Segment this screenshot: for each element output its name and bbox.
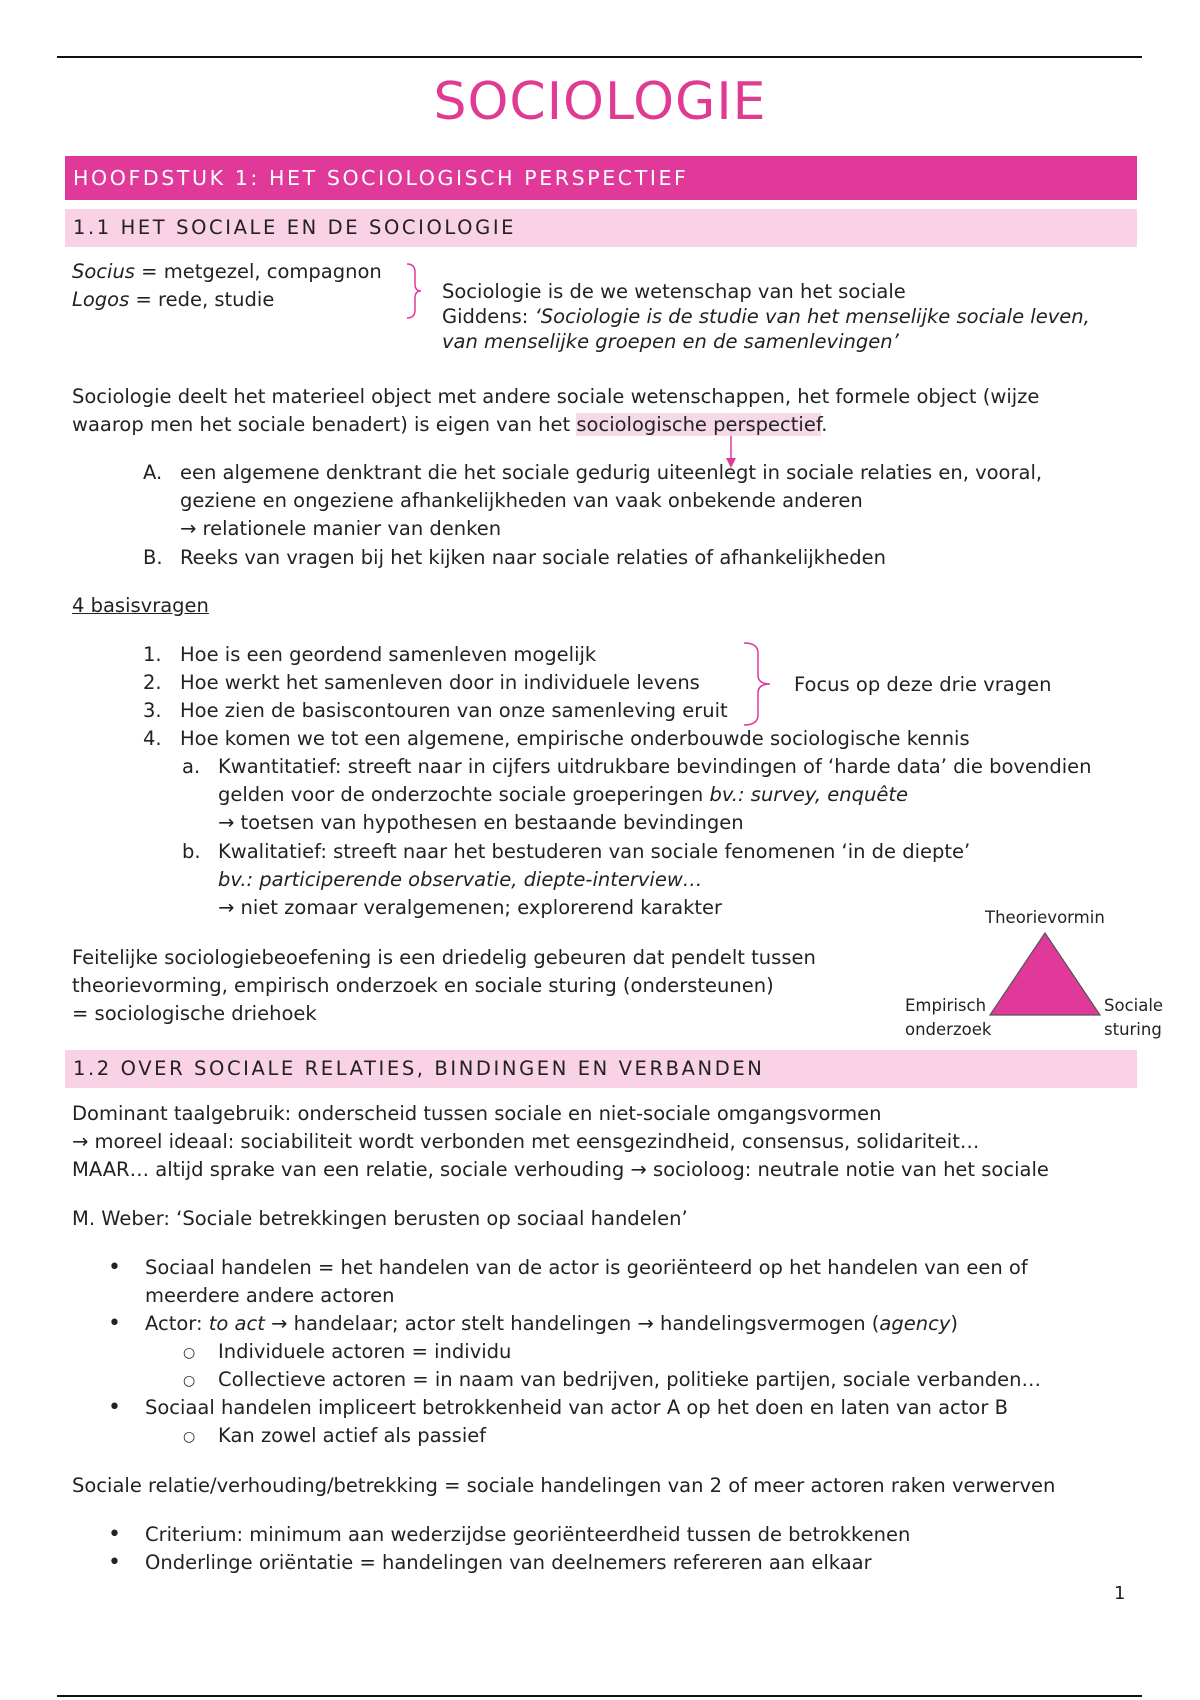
section-heading-1-1: 1.1 HET SOCIALE EN DE SOCIOLOGIE: [65, 209, 1137, 247]
top-rule: [57, 56, 1142, 58]
triangle-label-left-1: Empirisch: [905, 996, 987, 1015]
question-3-marker: 3.: [143, 699, 162, 722]
page-number: 1: [1114, 1583, 1126, 1604]
definition-line-2: Giddens: ‘Sociologie is de studie van het menselijke sociale leven,: [442, 305, 1090, 328]
sociological-triangle: [988, 931, 1102, 1017]
triangle-label-right-2: sturing: [1104, 1020, 1162, 1039]
question-1-marker: 1.: [143, 643, 162, 666]
question-2-marker: 2.: [143, 671, 162, 694]
section-heading-1-2: 1.2 OVER SOCIALE RELATIES, BINDINGEN EN VERBANDEN: [65, 1050, 1137, 1088]
bottom-rule: [57, 1695, 1142, 1697]
bullet-sociaal-handelen-1: Sociaal handelen = het handelen van de actor is georiënteerd op het handelen van een of: [145, 1256, 1028, 1279]
question-1: Hoe is een geordend samenleven mogelijk: [180, 643, 597, 666]
sub-b-line-1: Kwalitatief: streeft naar het bestuderen van sociale fenomenen ‘in de diepte’: [218, 840, 971, 863]
sub-a-marker: a.: [182, 755, 201, 778]
list-b-marker: B.: [143, 546, 163, 569]
driehoek-para-line-1: Feitelijke sociologiebeoefening is een driedelig gebeuren dat pendelt tussen: [72, 946, 816, 969]
bullet-dot: •: [108, 1395, 121, 1420]
triangle-label-top: Theorievormin: [985, 908, 1105, 927]
driehoek-para-line-3: = sociologische driehoek: [72, 1002, 317, 1025]
taalgebruik-line-3: MAAR… altijd sprake van een relatie, sociale verhouding → socioloog: neutrale notie van het sociale: [72, 1158, 1049, 1181]
sub-bullet-circle: ○: [183, 1373, 196, 1389]
sub-bullet-individuele: Individuele actoren = individu: [218, 1340, 512, 1363]
sub-b-line-2: bv.: participerende observatie, diepte-interview…: [218, 868, 703, 891]
sub-bullet-actief-passief: Kan zowel actief als passief: [218, 1424, 487, 1447]
object-para-line-1: Sociologie deelt het materieel object met andere sociale wetenschappen, het formele object (wijze: [72, 385, 1040, 408]
triangle-label-left-2: onderzoek: [905, 1020, 992, 1039]
question-4: Hoe komen we tot een algemene, empirische onderbouwde sociologische kennis: [180, 727, 970, 750]
etym-logos: Logos = rede, studie: [72, 288, 275, 311]
sociale-relatie-definition: Sociale relatie/verhouding/betrekking = sociale handelingen van 2 of meer actoren raken verwerven: [72, 1474, 1056, 1497]
sub-bullet-circle: ○: [183, 1429, 196, 1445]
question-2: Hoe werkt het samenleven door in individuele levens: [180, 671, 700, 694]
bullet-dot: •: [108, 1550, 121, 1575]
bullet-criterium: Criterium: minimum aan wederzijdse georiënteerdheid tussen de betrokkenen: [145, 1523, 911, 1546]
weber-quote: M. Weber: ‘Sociale betrekkingen berusten op sociaal handelen’: [72, 1207, 688, 1230]
sub-a-line-2: gelden voor de onderzochte sociale groeperingen bv.: survey, enquête: [218, 783, 909, 806]
highlight-perspectief: sociologische perspectief: [576, 413, 822, 436]
triangle-label-right-1: Sociale: [1104, 996, 1164, 1015]
taalgebruik-line-2: → moreel ideaal: sociabiliteit wordt verbonden met eensgezindheid, consensus, solidariteit…: [72, 1130, 980, 1153]
sub-bullet-collectieve: Collectieve actoren = in naam van bedrijven, politieke partijen, sociale verbanden…: [218, 1368, 1042, 1391]
list-b-line-1: Reeks van vragen bij het kijken naar sociale relaties of afhankelijkheden: [180, 546, 887, 569]
definition-line-1: Sociologie is de we wetenschap van het sociale: [442, 280, 906, 303]
question-3: Hoe zien de basiscontouren van onze samenleving eruit: [180, 699, 728, 722]
list-a-line-3: → relationele manier van denken: [180, 517, 502, 540]
questions-brace: [742, 641, 776, 727]
focus-text: Focus op deze drie vragen: [794, 673, 1052, 696]
sub-a-line-3: → toetsen van hypothesen en bestaande bevindingen: [218, 811, 744, 834]
list-a-line-2: geziene en ongeziene afhankelijkheden van vaak onbekende anderen: [180, 489, 863, 512]
driehoek-para-line-2: theorievorming, empirisch onderzoek en sociale sturing (ondersteunen): [72, 974, 774, 997]
sub-a-line-1: Kwantitatief: streeft naar in cijfers uitdrukbare bevindingen of ‘harde data’ die bovendien: [218, 755, 1092, 778]
bullet-actor: Actor: to act → handelaar; actor stelt handelingen → handelingsvermogen (agency): [145, 1312, 958, 1335]
bullet-sociaal-handelen-2: meerdere andere actoren: [145, 1284, 395, 1307]
object-para-line-2: waarop men het sociale benadert) is eigen van het sociologische perspectief.: [72, 413, 828, 436]
basisvragen-heading: 4 basisvragen: [72, 594, 209, 617]
sub-b-marker: b.: [182, 840, 201, 863]
bullet-dot: •: [108, 1522, 121, 1547]
etym-brace: [405, 262, 425, 320]
etym-socius: Socius = metgezel, compagnon: [72, 260, 382, 283]
list-a-line-1: een algemene denktrant die het sociale gedurig uiteenlegt in sociale relaties en, vooral,: [180, 461, 1043, 484]
page-title: SOCIOLOGIE: [433, 72, 767, 132]
definition-line-3: van menselijke groepen en de samenlevingen’: [442, 330, 899, 353]
bullet-dot: •: [108, 1255, 121, 1280]
taalgebruik-line-1: Dominant taalgebruik: onderscheid tussen sociale en niet-sociale omgangsvormen: [72, 1102, 882, 1125]
bullet-orientatie: Onderlinge oriëntatie = handelingen van deelnemers refereren aan elkaar: [145, 1551, 872, 1574]
bullet-dot: •: [108, 1311, 121, 1336]
question-4-marker: 4.: [143, 727, 162, 750]
bullet-betrokkenheid: Sociaal handelen impliceert betrokkenheid van actor A op het doen en laten van actor B: [145, 1396, 1008, 1419]
chapter-heading: HOOFDSTUK 1: HET SOCIOLOGISCH PERSPECTIEF: [65, 156, 1137, 200]
sub-b-line-3: → niet zomaar veralgemenen; explorerend karakter: [218, 896, 723, 919]
list-a-marker: A.: [143, 461, 163, 484]
sub-bullet-circle: ○: [183, 1345, 196, 1361]
